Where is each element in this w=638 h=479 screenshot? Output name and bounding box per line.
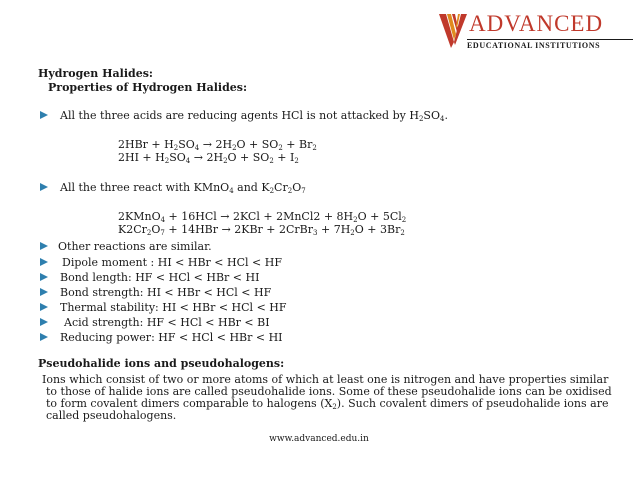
bullet-icon: [40, 318, 48, 326]
bullet-icon: [40, 333, 48, 341]
list-item: Bond strength: HI < HBr < HCl < HF: [60, 286, 272, 299]
logo-subtitle: EDUCATIONAL INSTITUTIONS: [467, 39, 633, 51]
bullet-icon: [40, 303, 48, 311]
bullet-icon: [40, 273, 48, 281]
bullet-icon: [40, 111, 48, 119]
bullet-icon: [40, 242, 48, 250]
equation-kmno4: 2KMnO$_4$ + 16HCl → 2KCl + 2MnCl2 + $8H_2O + 5Cl_2$: [118, 210, 407, 224]
list-item: Reducing power: HF < HCl < HBr < HI: [60, 331, 283, 344]
logo-brand: ADVANCED: [469, 11, 604, 36]
pseudohalide-line: to those of halide ions are called pseudohalide ions. Some of these pseudohalide ions can be oxidised: [46, 385, 612, 398]
logo: [437, 8, 633, 50]
bullet-kmno4-reaction: All the three react with KMnO$_4$ and $K_2Cr_2O_7$: [60, 181, 306, 195]
bullet-icon: [40, 183, 48, 191]
footer-url[interactable]: www.advanced.edu.in: [269, 434, 369, 444]
subheading: Properties of Hydrogen Halides:: [48, 81, 248, 94]
pseudohalide-line: called pseudohalogens.: [46, 409, 177, 422]
list-item: Dipole moment : HI < HBr < HCl < HF: [62, 256, 282, 269]
equation-hbr: $2HBr + H_2SO_4 \to 2H_2O + SO_2 + Br_2$: [118, 138, 317, 152]
pseudohalide-line: to form covalent dimers comparable to halogens $(X_2)$. Such covalent dimers of pseudohalide ions are: [46, 397, 609, 411]
list-item: Other reactions are similar.: [58, 240, 212, 253]
pseudohalide-heading: Pseudohalide ions and pseudohalogens:: [38, 357, 285, 370]
list-item: Thermal stability: HI < HBr < HCl < HF: [60, 301, 287, 314]
bullet-icon: [40, 288, 48, 296]
pseudohalide-line: Ions which consist of two or more atoms of which at least one is nitrogen and have properties similar: [42, 373, 609, 386]
equation-hi: $2HI + H_2SO_4 \to 2H_2O + SO_2 + I_2$: [118, 151, 299, 165]
heading: Hydrogen Halides:: [38, 67, 153, 80]
bullet-icon: [40, 258, 48, 266]
list-item: Acid strength: HF < HCl < HBr < BI: [64, 316, 270, 329]
logo-v-mark: [437, 12, 469, 50]
bullet-reducing-agents: All the three acids are reducing agents HCl is not attacked by $H_2SO_4$.: [60, 109, 448, 123]
equation-k2cr2o7: $K2Cr_2O_7 + 14HBr \to 2KBr$ + 2CrBr$_3$ + $7H_2O + 3Br_2$: [118, 223, 405, 237]
list-item: Bond length: HF < HCl < HBr < HI: [60, 271, 260, 284]
